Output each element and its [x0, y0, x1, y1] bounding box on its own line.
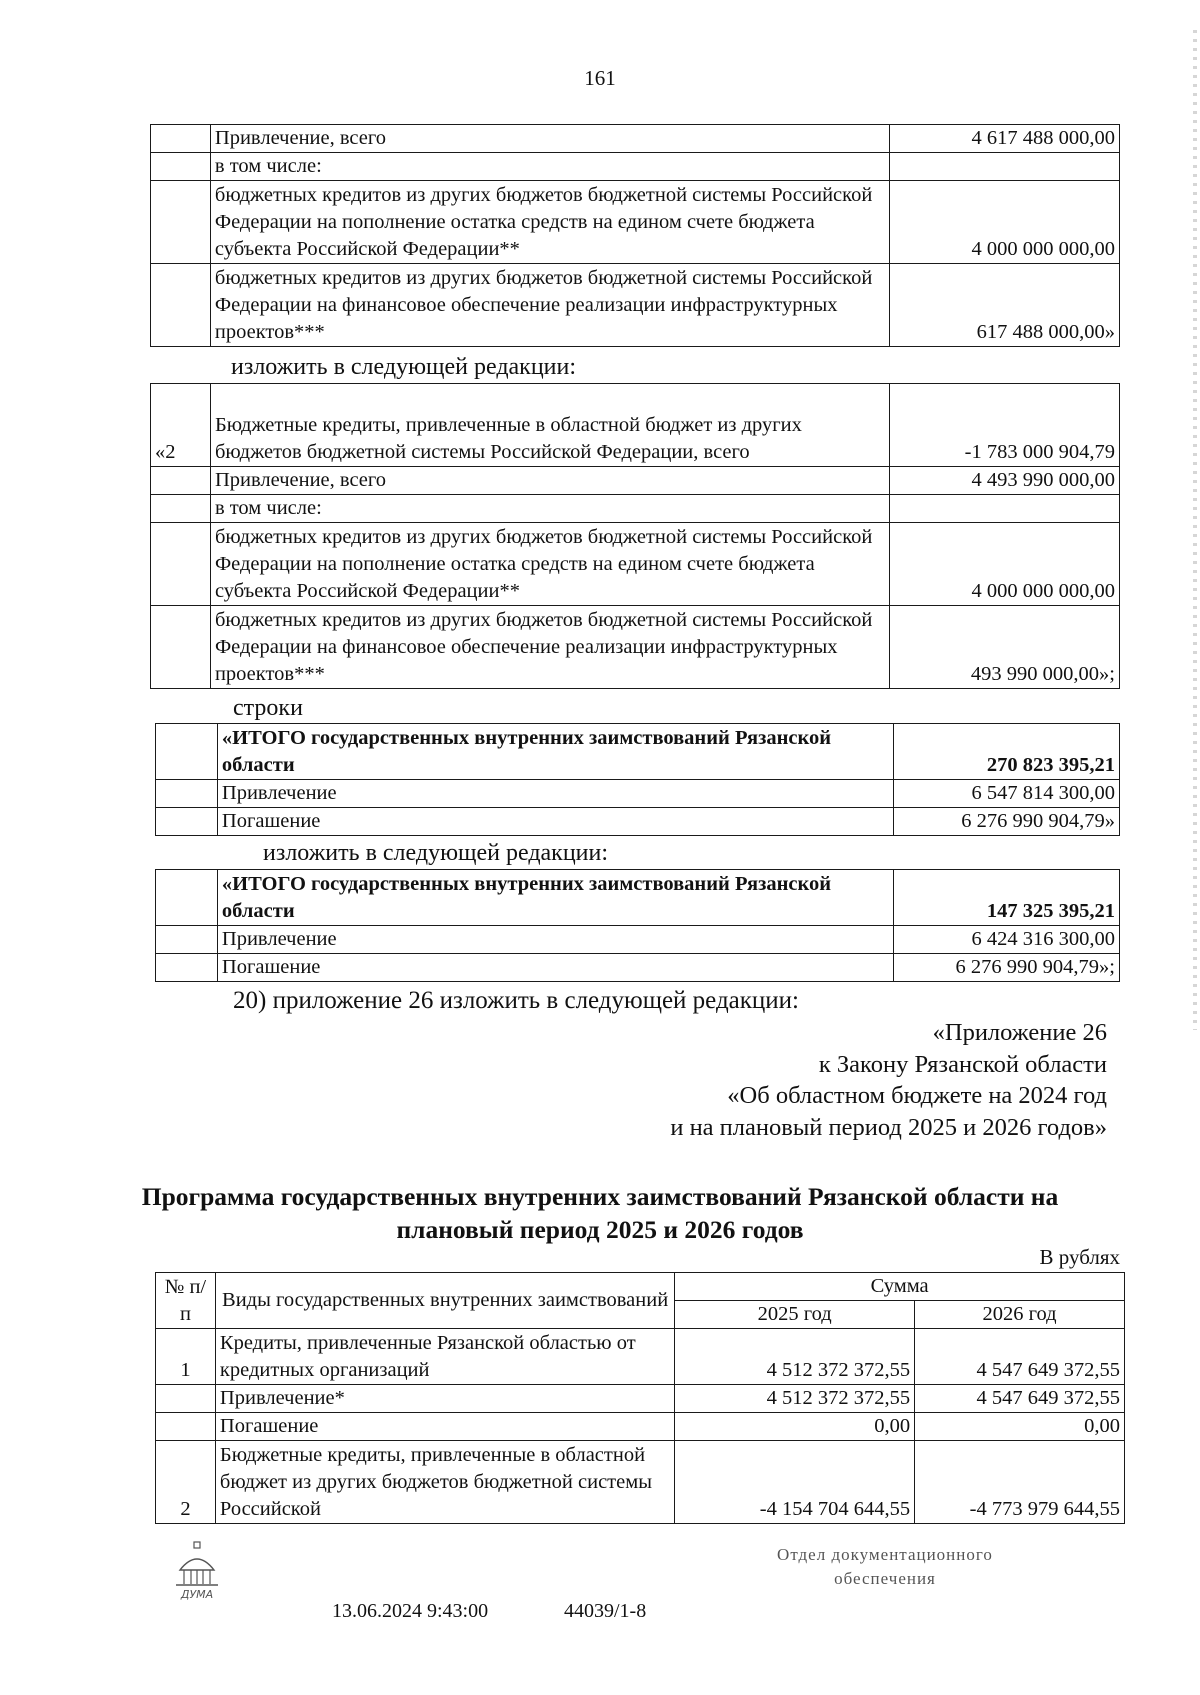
attraction-label: Привлечение — [217, 780, 893, 808]
table-row — [151, 181, 1120, 264]
repayment-label: Погашение — [217, 808, 893, 836]
repayment-amount: 6 276 990 904,79»; — [894, 954, 1120, 982]
row-number — [151, 523, 211, 606]
row-number — [151, 606, 211, 689]
total-text: «ИТОГО государственных внутренних заимствований Рязанской области — [217, 724, 893, 780]
row-text: Привлечение, всего — [210, 125, 889, 153]
units-label: В рублях — [1039, 1245, 1120, 1269]
row-number: 1 — [156, 1329, 216, 1385]
total-amount: 270 823 395,21 — [894, 724, 1120, 780]
table-program — [155, 1272, 1125, 1524]
row-text: Кредиты, привлеченные Рязанской областью от кредитных организаций — [215, 1329, 674, 1385]
appendix-line-2: к Закону Рязанской области — [818, 1050, 1107, 1078]
scan-edge-artifact — [1193, 30, 1197, 1030]
row-2026: 4 547 649 372,55 — [915, 1329, 1125, 1385]
total-amount: 147 325 395,21 — [894, 870, 1120, 926]
header-2025: 2025 год — [675, 1301, 915, 1329]
page-number: 161 — [584, 66, 616, 90]
row-number — [156, 808, 218, 836]
row-2025: 4 512 372 372,55 — [675, 1329, 915, 1385]
table-row — [151, 606, 1120, 689]
attraction-label: Привлечение — [217, 926, 893, 954]
row-number — [156, 724, 218, 780]
row-text: Привлечение, всего — [210, 467, 889, 495]
row-text: Погашение — [215, 1413, 674, 1441]
row-text: Привлечение* — [215, 1385, 674, 1413]
row-text: в том числе: — [210, 495, 889, 523]
row-2025: -4 154 704 644,55 — [675, 1441, 915, 1524]
row-text: Бюджетные кредиты, привлеченные в областной бюджет из других бюджетов бюджетной системы Российской Федерации, всего — [210, 384, 889, 467]
table-old-budget-credits — [150, 124, 1120, 347]
table-new-budget-credits — [150, 383, 1120, 689]
table-row — [156, 926, 1120, 954]
row-number — [156, 1385, 216, 1413]
footer-doc-number: 44039/1-8 — [564, 1600, 647, 1622]
appendix-block — [407, 1017, 1107, 1143]
row-number — [151, 125, 211, 153]
table-row — [151, 467, 1120, 495]
attraction-amount: 6 547 814 300,00 — [894, 780, 1120, 808]
header-sum: Сумма — [675, 1273, 1125, 1301]
row-number — [156, 954, 218, 982]
row-number — [151, 495, 211, 523]
table-row — [151, 495, 1120, 523]
row-amount: 617 488 000,00» — [890, 264, 1120, 347]
table-row — [151, 523, 1120, 606]
row-number — [156, 1413, 216, 1441]
row-2026: 4 547 649 372,55 — [915, 1385, 1125, 1413]
table-new-total — [155, 869, 1120, 982]
appendix-line-1: «Приложение 26 — [932, 1019, 1107, 1046]
table-row — [151, 153, 1120, 181]
row-amount: 4 493 990 000,00 — [890, 467, 1120, 495]
footer-datetime: 13.06.2024 9:43:00 — [332, 1600, 489, 1622]
header-number: № п/п — [156, 1273, 216, 1329]
row-amount — [890, 495, 1120, 523]
logo-text: ДУМА — [180, 1588, 214, 1601]
row-text: бюджетных кредитов из других бюджетов бюджетной системы Российской Федерации на пополнение остатка средств на едином счете бюджета субъекта Российской Федерации** — [210, 181, 889, 264]
repayment-amount: 6 276 990 904,79» — [894, 808, 1120, 836]
row-number — [151, 264, 211, 347]
table-row — [156, 1385, 1125, 1413]
row-number — [151, 181, 211, 264]
row-amount: 493 990 000,00»; — [890, 606, 1120, 689]
row-amount: -1 783 000 904,79 — [890, 384, 1120, 467]
row-number — [156, 780, 218, 808]
item-20: 20) приложение 26 изложить в следующей редакции: — [233, 987, 799, 1014]
row-amount: 4 000 000 000,00 — [890, 523, 1120, 606]
table-row — [151, 125, 1120, 153]
table-row — [156, 954, 1120, 982]
table-old-total — [155, 723, 1120, 836]
edit-phrase-1: изложить в следующей редакции: — [231, 354, 577, 380]
row-number — [151, 467, 211, 495]
row-2026: 0,00 — [915, 1413, 1125, 1441]
table-row — [156, 1329, 1125, 1385]
header-types: Виды государственных внутренних заимствований — [215, 1273, 674, 1329]
table-row — [156, 724, 1120, 780]
appendix-line-3: «Об областном бюджете на 2024 год — [727, 1082, 1107, 1109]
row-2026: -4 773 979 644,55 — [915, 1441, 1125, 1524]
row-number: 2 — [156, 1441, 216, 1524]
appendix-line-4: и на плановый период 2025 и 2026 годов» — [670, 1113, 1107, 1141]
row-amount — [890, 153, 1120, 181]
table-row — [156, 780, 1120, 808]
attraction-amount: 6 424 316 300,00 — [894, 926, 1120, 954]
row-text: в том числе: — [210, 153, 889, 181]
row-text: бюджетных кредитов из других бюджетов бюджетной системы Российской Федерации на финансовое обеспечение реализации инфраструктурных проектов*** — [210, 606, 889, 689]
row-text: бюджетных кредитов из других бюджетов бюджетной системы Российской Федерации на пополнение остатка средств на едином счете бюджета субъекта Российской Федерации** — [210, 523, 889, 606]
program-title: Программа государственных внутренних заимствований Рязанской области на плановый период 2025 и 2026 годов — [141, 1182, 1059, 1244]
table-row — [156, 808, 1120, 836]
edit-phrase-2: изложить в следующей редакции: — [263, 840, 609, 866]
table-row — [151, 264, 1120, 347]
table-row — [156, 870, 1120, 926]
stamp-line-2: обеспечения — [834, 1569, 936, 1588]
row-amount: 4 617 488 000,00 — [890, 125, 1120, 153]
table-row — [151, 384, 1120, 467]
row-text: Бюджетные кредиты, привлеченные в областной бюджет из других бюджетов бюджетной системы Российской — [215, 1441, 674, 1524]
row-2025: 4 512 372 372,55 — [675, 1385, 915, 1413]
row-amount: 4 000 000 000,00 — [890, 181, 1120, 264]
row-number — [156, 926, 218, 954]
row-2025: 0,00 — [675, 1413, 915, 1441]
total-text: «ИТОГО государственных внутренних заимствований Рязанской области — [217, 870, 893, 926]
duma-logo-icon — [168, 1540, 226, 1602]
stamp-line-1: Отдел документационного — [777, 1545, 993, 1564]
row-number — [156, 870, 218, 926]
row-text: бюджетных кредитов из других бюджетов бюджетной системы Российской Федерации на финансовое обеспечение реализации инфраструктурных проектов*** — [210, 264, 889, 347]
lines-phrase: строки — [233, 695, 303, 721]
repayment-label: Погашение — [217, 954, 893, 982]
row-number: «2 — [151, 384, 211, 467]
header-2026: 2026 год — [915, 1301, 1125, 1329]
department-stamp — [725, 1543, 1045, 1591]
table-row — [156, 1441, 1125, 1524]
table-row — [156, 1413, 1125, 1441]
row-number — [151, 153, 211, 181]
table-header-row — [156, 1273, 1125, 1301]
